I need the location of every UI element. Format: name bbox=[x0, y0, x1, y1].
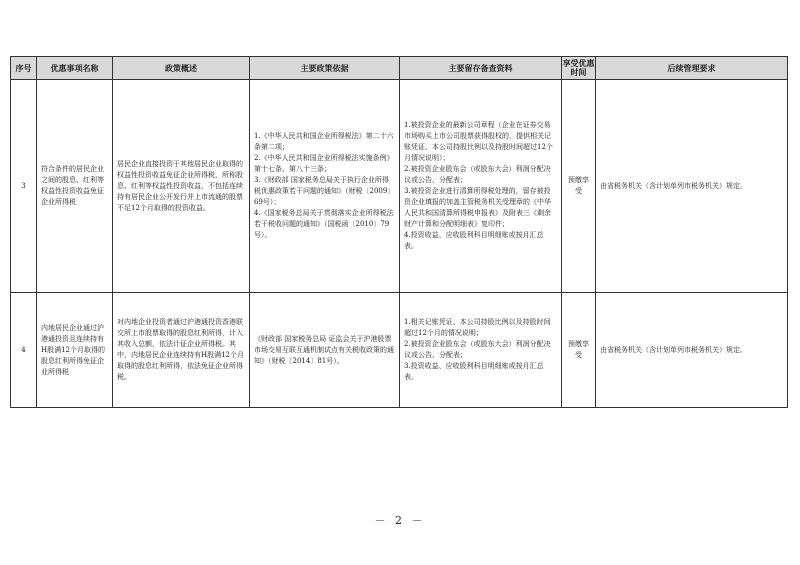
row-followup-cell bbox=[596, 80, 788, 293]
row-overview-cell bbox=[113, 293, 250, 408]
header-overview: 政策概述 bbox=[113, 57, 250, 80]
table-row bbox=[11, 80, 788, 293]
row-name: 符合条件的居民企业之间的股息、红利等权益性投资收益免征企业所得税 bbox=[41, 165, 104, 206]
row-basis: 1.《中华人民共和国企业所得税法》第二十六条第二项； 2.《中华人民共和国企业所得税法实施条例》第十七条、第八十三条； 3.《财政部 国家税务总局关于执行企业所得税优惠政策若干问题的通知》（财税〔2009〕69号）； 4.《国家税务总局关于贯彻落实企业所得税法若干税收问题的通知》（国税函〔2010〕79号）。 bbox=[254, 132, 395, 239]
row-followup-cell bbox=[596, 293, 788, 408]
row-docs-cell bbox=[400, 80, 562, 293]
row-basis: 《财政部 国家税务总局 证监会关于沪港股票市场交易互联互通机制试点有关税收政策的通知》（财税〔2014〕81号）。 bbox=[254, 334, 394, 365]
row-timing: 预缴享受 bbox=[568, 176, 589, 195]
row-seq: 4 bbox=[21, 345, 26, 354]
table-header-row bbox=[11, 57, 788, 80]
row-followup: 由省税务机关（含计划单列市税务机关）规定。 bbox=[600, 345, 747, 354]
header-followup: 后续管理要求 bbox=[596, 57, 788, 80]
row-name-cell bbox=[37, 80, 113, 293]
row-name-cell bbox=[37, 293, 113, 408]
row-basis-cell bbox=[250, 80, 400, 293]
row-overview-cell bbox=[113, 80, 250, 293]
policy-table bbox=[10, 56, 788, 408]
row-docs-cell bbox=[400, 293, 562, 408]
header-docs: 主要留存备查资料 bbox=[400, 57, 562, 80]
row-timing-cell bbox=[562, 293, 596, 408]
header-timing: 享受优惠时间 bbox=[562, 57, 596, 80]
table-row bbox=[11, 293, 788, 408]
row-overview: 居民企业直接投资于其他居民企业取得的权益性投资收益免征企业所得税，所称股息、红利等权益性投资收益，不包括连续持有居民企业公开发行并上市流通的股票不足12个月取得的投资收益。 bbox=[117, 159, 243, 212]
header-seq: 序号 bbox=[11, 57, 37, 80]
row-timing: 预缴享受 bbox=[568, 340, 589, 359]
row-name: 内地居民企业通过沪港通投资且连续持有H股满12个月取得的股息红利所得免征企业所得税 bbox=[41, 323, 106, 376]
page-number: － 2 － bbox=[374, 514, 426, 527]
row-docs: 1.被投资企业的最新公司章程（企业在证券交易市场购买上市公司股票获得股权的，提供相关记账凭证、本公司持股比例以及持股时间超过12个月情况说明）； 2.被投资企业股东会（或股东大会）利润分配决议或公告、分配表； 3.被投资企业进行清算所得税处理的，留存被投资企业填报的加盖主管税务机关受理章的《中华人民共和国清算所得税申报表》及附表三《剩余财产计算和分配明细表》复印件； 4.投资收益、应收股利科目明细账或按月汇总表。 bbox=[404, 121, 553, 250]
row-seq-cell bbox=[11, 80, 37, 293]
row-overview: 对内地企业投资者通过沪港通投资香港联交所上市股票取得的股息红利所得，计入其收入总额，依法计征企业所得税。其中，内地居民企业连续持有H股满12个月取得的股息红利所得，依法免征企业所得税。 bbox=[117, 318, 245, 381]
header-name: 优惠事项名称 bbox=[37, 57, 113, 80]
row-followup: 由省税务机关（含计划单列市税务机关）规定。 bbox=[600, 181, 747, 190]
row-seq: 3 bbox=[21, 181, 26, 190]
row-docs: 1.相关记账凭证、本公司持股比例以及持股时间超过12个月的情况说明； 2.被投资企业股东会（或股东大会）利润分配决议或公告、分配表； 3.投资收益、应收股利科目明细账或按月汇总表。 bbox=[404, 318, 551, 381]
row-timing-cell bbox=[562, 80, 596, 293]
header-basis: 主要政策依据 bbox=[250, 57, 400, 80]
row-seq-cell bbox=[11, 293, 37, 408]
row-basis-cell bbox=[250, 293, 400, 408]
